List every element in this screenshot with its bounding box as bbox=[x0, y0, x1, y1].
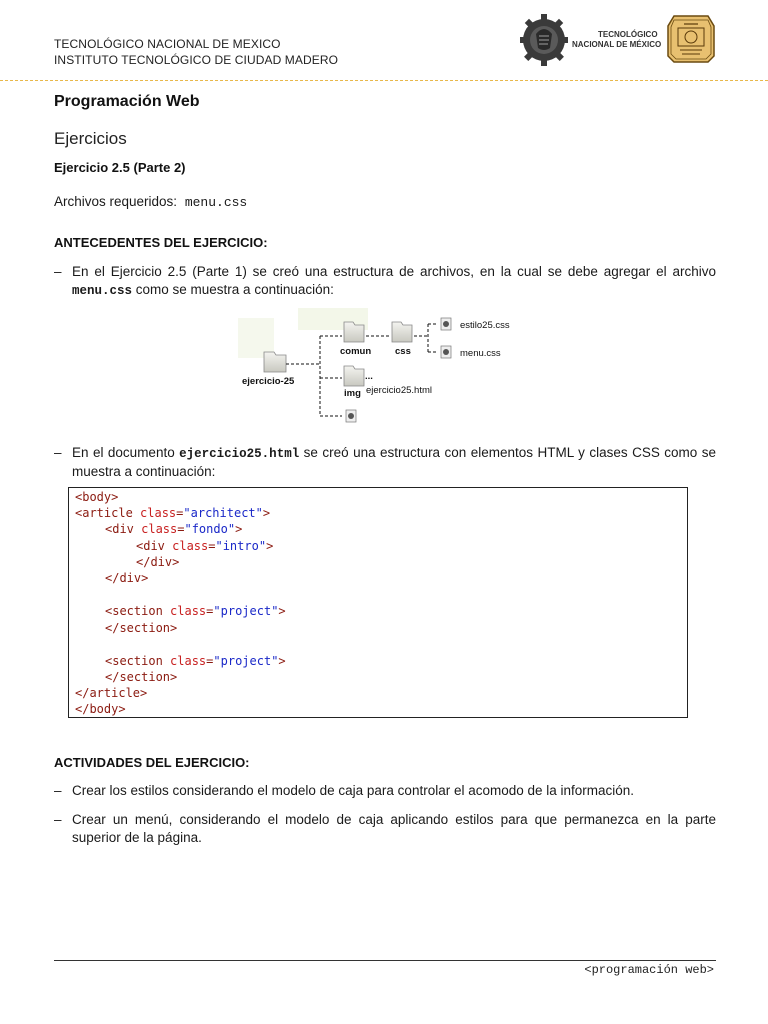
html-code-block bbox=[68, 487, 688, 718]
css-file-icon-estilo bbox=[441, 318, 451, 330]
antecedentes-item-1-text-a: En el Ejercicio 2.5 (Parte 1) se creó una estructura de archivos, en la cual se debe agregar el archivo bbox=[72, 264, 716, 279]
institution-line-2: INSTITUTO TECNOLÓGICO DE CIUDAD MADERO bbox=[54, 53, 339, 67]
actividades-item-2 bbox=[54, 811, 716, 847]
antecedentes-item-1-text-b: como se muestra a continuación: bbox=[132, 282, 334, 297]
css-file-icon-menu bbox=[441, 346, 451, 358]
antecedentes-heading: ANTECEDENTES DEL EJERCICIO: bbox=[54, 235, 268, 250]
tree-menu-label: menu.css bbox=[460, 348, 501, 359]
bullet-dash: – bbox=[54, 264, 62, 279]
antecedentes-item-2-text-b: se creó una estructura con elementos HTML y clases CSS como se muestra a continuación: bbox=[72, 445, 716, 479]
code-line-11: </article> bbox=[75, 686, 148, 700]
folder-icon-root bbox=[264, 352, 286, 372]
bullet-dash: – bbox=[54, 783, 62, 798]
folder-icon-css bbox=[392, 322, 412, 342]
exercise-title: Ejercicio 2.5 (Parte 2) bbox=[54, 160, 186, 175]
tree-html-label: ejercicio25.html bbox=[366, 385, 432, 396]
code-line-6: </div> bbox=[105, 571, 149, 585]
header-separator bbox=[0, 80, 768, 81]
tecnm-emblem-logo bbox=[520, 12, 568, 68]
footer-label: <programación web> bbox=[584, 963, 714, 977]
required-files bbox=[54, 194, 247, 210]
html-file-icon bbox=[346, 410, 356, 422]
menu-css-code: menu.css bbox=[72, 284, 133, 298]
bullet-dash: – bbox=[54, 445, 62, 460]
tree-css-label: css bbox=[395, 346, 411, 357]
footer-rule bbox=[54, 960, 716, 961]
logo-wordmark bbox=[572, 30, 661, 50]
code-line-5: </div> bbox=[136, 555, 180, 569]
antecedentes-item-1 bbox=[54, 263, 716, 300]
file-tree-diagram bbox=[238, 308, 548, 428]
tree-estilo-label: estilo25.css bbox=[460, 320, 510, 331]
folder-icon-img bbox=[344, 366, 364, 386]
tree-comun-label: comun bbox=[340, 346, 372, 357]
code-line-1: <body> bbox=[75, 490, 119, 504]
required-file-name: menu.css bbox=[184, 195, 248, 210]
section-title: Ejercicios bbox=[54, 129, 127, 148]
ejercicio25-html-code: ejercicio25.html bbox=[179, 447, 300, 461]
actividades-item-1 bbox=[54, 782, 716, 800]
code-line-7: <section class="project"> bbox=[105, 604, 286, 618]
institution-line-1: TECNOLÓGICO NACIONAL DE MEXICO bbox=[54, 37, 281, 51]
code-line-9: <section class="project"> bbox=[105, 654, 286, 668]
code-line-2: <article class="architect"> bbox=[75, 506, 271, 520]
folder-icon-comun bbox=[344, 322, 364, 342]
tree-img-more: ... bbox=[365, 371, 373, 382]
itcm-seal-logo bbox=[666, 12, 716, 64]
required-files-label: Archivos requeridos: bbox=[54, 194, 178, 209]
code-line-12: </body> bbox=[75, 702, 126, 716]
document-title: Programación Web bbox=[54, 93, 200, 110]
code-line-8: </section> bbox=[105, 621, 178, 635]
antecedentes-item-2-text-a: En el documento bbox=[72, 445, 180, 460]
code-line-4: <div class="intro"> bbox=[136, 539, 274, 553]
antecedentes-item-2-text bbox=[72, 444, 716, 481]
actividades-item-1-text: Crear los estilos considerando el modelo de caja para controlar el acomodo de la información. bbox=[72, 783, 635, 798]
code-line-10: </section> bbox=[105, 670, 178, 684]
actividades-item-2-text: Crear un menú, considerando el modelo de caja aplicando estilos para que permanezca en la parte superior de la página. bbox=[72, 812, 716, 845]
logo-wordmark-line-2: NACIONAL DE MÉXICO bbox=[572, 40, 662, 49]
tree-img-label: img bbox=[344, 388, 361, 399]
logo-wordmark-line-1: TECNOLÓGICO bbox=[598, 30, 658, 39]
code-line-3: <div class="fondo"> bbox=[105, 522, 243, 536]
antecedentes-item-1-text bbox=[72, 263, 716, 300]
bullet-dash: – bbox=[54, 812, 62, 827]
actividades-heading: ACTIVIDADES DEL EJERCICIO: bbox=[54, 755, 250, 770]
antecedentes-item-2 bbox=[54, 444, 716, 481]
tree-root-label: ejercicio-25 bbox=[242, 376, 295, 387]
